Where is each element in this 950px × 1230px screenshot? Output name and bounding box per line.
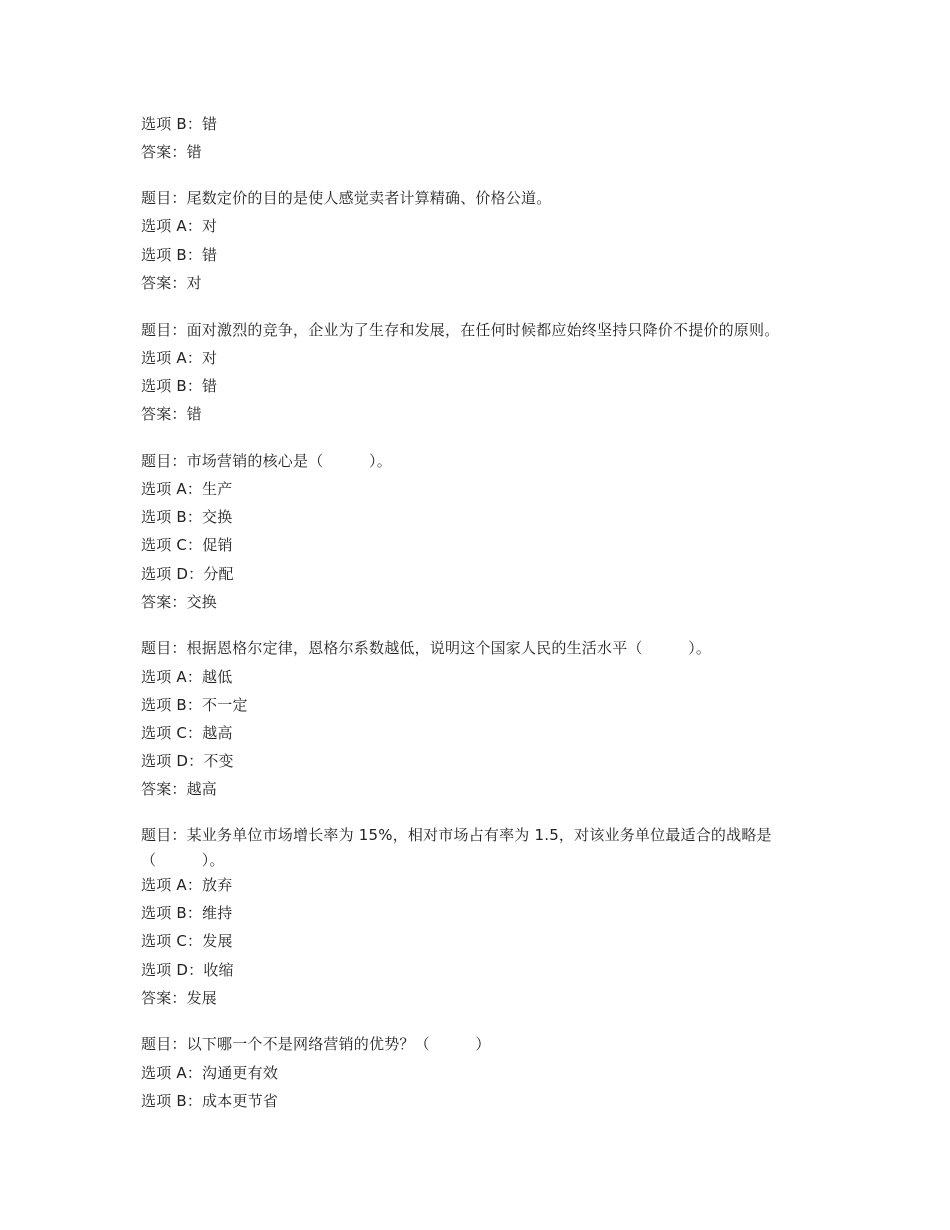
option-line: 选项 A：对 [141, 217, 218, 235]
question-line: 题目：某业务单位市场增长率为 15%，相对市场占有率为 1.5，对该业务单位最适合的战略是（ ）。 [141, 826, 772, 869]
answer-line: 答案：交换 [141, 593, 218, 611]
option-line: 选项 B：交换 [141, 508, 233, 526]
option-line: 选项 B：错 [141, 377, 218, 395]
answer-line: 答案：越高 [141, 780, 218, 798]
option-line: 选项 C：促销 [141, 536, 233, 554]
question-line: 题目：市场营销的核心是（ ）。 [141, 452, 392, 470]
answer-line: 答案：错 [141, 405, 202, 423]
option-line: 选项 C：发展 [141, 932, 233, 950]
option-line: 选项 A：对 [141, 349, 218, 367]
question-line: 题目：以下哪一个不是网络营销的优势？（ ） [141, 1035, 491, 1053]
option-line: 选项 B：不一定 [141, 696, 248, 714]
question-line: 题目：根据恩格尔定律，恩格尔系数越低，说明这个国家人民的生活水平（ ）。 [141, 639, 712, 657]
option-line: 选项 C：越高 [141, 724, 233, 742]
option-line: 选项 A：沟通更有效 [141, 1064, 279, 1082]
option-line: 选项 B：维持 [141, 904, 233, 922]
option-line: 选项 A：越低 [141, 668, 233, 686]
option-line: 选项 B：错 [141, 115, 218, 133]
option-line: 选项 D：收缩 [141, 961, 234, 979]
question-line: 题目：面对激烈的竞争，企业为了生存和发展，在任何时候都应始终坚持只降价不提价的原则。 [141, 321, 780, 339]
option-line: 选项 B：错 [141, 246, 218, 264]
option-line: 选项 A：生产 [141, 480, 233, 498]
answer-line: 答案：发展 [141, 989, 218, 1007]
option-line: 选项 D：分配 [141, 565, 234, 583]
option-line: 选项 A：放弃 [141, 876, 233, 894]
question-line: 题目：尾数定价的目的是使人感觉卖者计算精确、价格公道。 [141, 189, 552, 207]
answer-line: 答案：对 [141, 274, 202, 292]
option-line: 选项 D：不变 [141, 752, 234, 770]
answer-line: 答案：错 [141, 143, 202, 161]
option-line: 选项 B：成本更节省 [141, 1092, 279, 1110]
